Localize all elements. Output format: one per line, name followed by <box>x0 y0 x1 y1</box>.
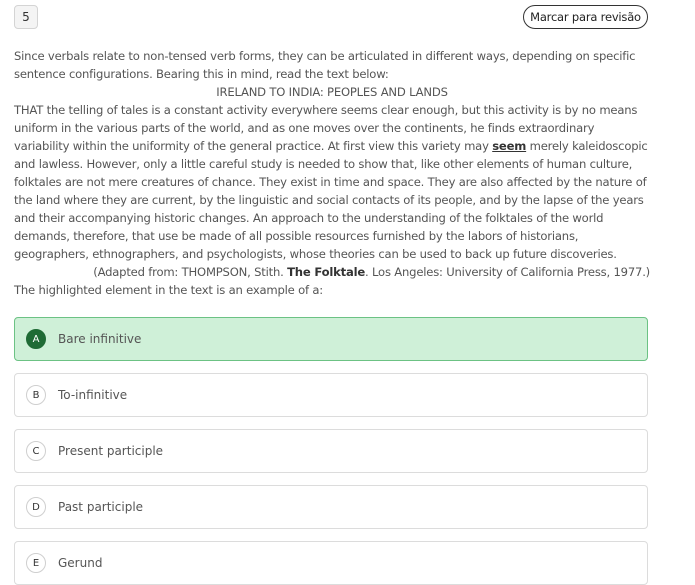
option-letter: E <box>26 553 46 573</box>
citation-prefix: (Adapted from: THOMPSON, Stith. <box>93 265 288 279</box>
option-label: To-infinitive <box>58 388 128 402</box>
highlighted-word: seem <box>492 139 527 153</box>
option-label: Bare infinitive <box>58 332 142 346</box>
passage-title: IRELAND TO INDIA: PEOPLES AND LANDS <box>216 85 448 99</box>
citation <box>14 263 650 281</box>
option-b[interactable] <box>14 373 648 417</box>
option-label: Present participle <box>58 444 164 458</box>
option-letter: C <box>26 441 46 461</box>
mark-for-review-button[interactable]: Marcar para revisão <box>523 5 648 29</box>
option-e[interactable] <box>14 541 648 585</box>
citation-suffix: . Los Angeles: University of California Press, 1977.) <box>365 265 650 279</box>
option-letter: B <box>26 385 46 405</box>
passage-body-start: THAT the telling of tales is a constant activity everywhere seems clear enough, but this activity is by no means uniform in the various parts of the world, and as one moves over the continents, he finds extraordinary variability within the uniformity of the general practice. At first view this variety may <box>14 103 638 153</box>
passage-body <box>14 101 650 263</box>
citation-book-title: The Folktale <box>287 265 366 279</box>
option-d[interactable] <box>14 485 648 529</box>
option-a[interactable] <box>14 317 648 361</box>
option-letter: D <box>26 497 46 517</box>
option-label: Gerund <box>58 556 103 570</box>
question-text <box>14 47 650 299</box>
option-label: Past participle <box>58 500 144 514</box>
question-number: 5 <box>14 5 38 29</box>
intro-text: Since verbals relate to non-tensed verb forms, they can be articulated in different ways, depending on specific sentence configurations. Bearing this in mind, read the text below: <box>14 49 636 81</box>
option-c[interactable] <box>14 429 648 473</box>
passage-body-end: merely kaleidoscopic and lawless. However, only a little careful study is needed to show that, like other elements of human culture, folktales are not mere creatures of chance. They exist in time and space. They are also affected by the nature of the land where they are current, by the linguistic and social contacts of its people, and by the lapse of the years and their accompanying historic changes. An approach to the understanding of the folktales of the world demands, therefore, that use be made of all possible resources furnished by the labors of historians, geographers, ethnographers, and psychologists, whose theories can be used to back up future discoveries. <box>14 139 648 261</box>
question-prompt: The highlighted element in the text is an example of a: <box>14 283 323 297</box>
option-letter: A <box>26 329 46 349</box>
